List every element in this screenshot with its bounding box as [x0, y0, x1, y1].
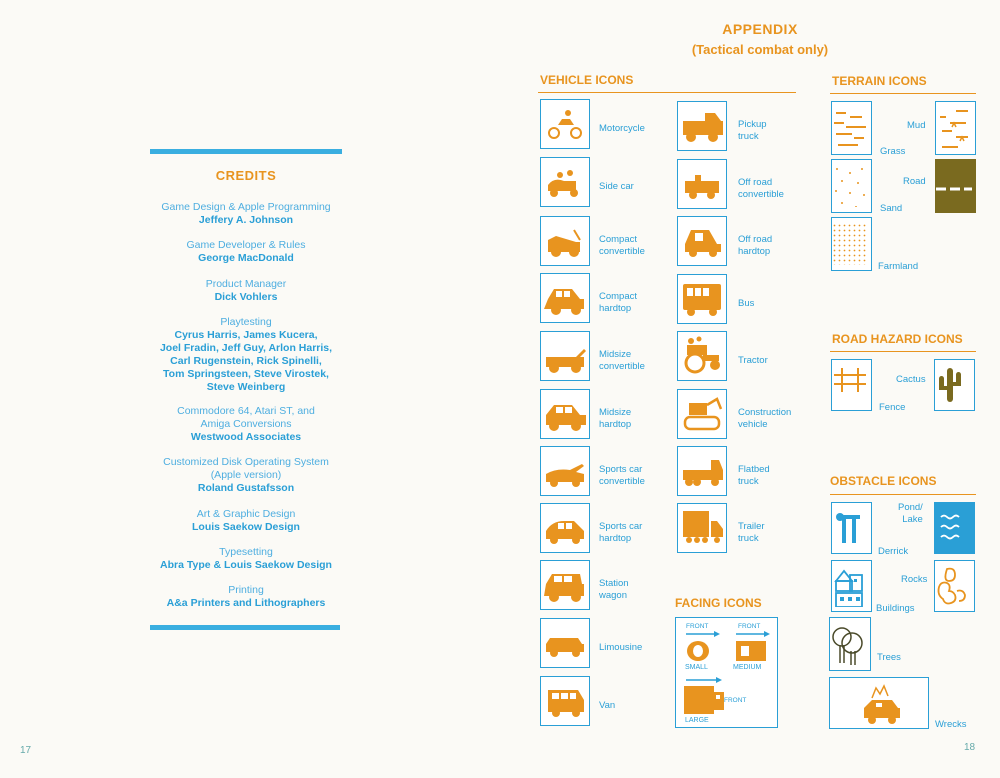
pickup-vehicle-icon	[677, 101, 727, 151]
vehicle-label: Trailer truck	[738, 521, 765, 544]
cactus-hazard-icon	[934, 359, 975, 411]
vehicle-label: Sports car convertible	[599, 464, 645, 487]
bus-icon	[681, 278, 723, 320]
motorcycle-icon	[544, 103, 586, 145]
rocks-obstacle-icon	[934, 560, 975, 612]
credit-entry	[130, 508, 362, 534]
pond-lake-obstacle-icon	[934, 502, 975, 554]
credit-role: Commodore 64, Atari ST, and Amiga Conversions	[177, 405, 315, 430]
trees-label: Trees	[877, 652, 901, 663]
offroad-hard-vehicle-icon	[677, 216, 727, 266]
compact-conv-vehicle-icon	[540, 216, 590, 266]
tractor-vehicle-icon	[677, 331, 727, 381]
grass-label: Grass	[880, 146, 906, 157]
small-facing-icon	[686, 640, 710, 662]
terrain-icons-heading: TERRAIN ICONS	[832, 74, 927, 88]
wagon-vehicle-icon	[540, 560, 590, 610]
credit-entry	[130, 201, 362, 227]
sand-terrain-icon	[831, 159, 872, 213]
wagon-icon	[544, 564, 586, 606]
pickup-icon	[681, 105, 723, 147]
pond-label: Pond/ Lake	[898, 502, 923, 525]
credit-role: Playtesting	[220, 316, 272, 328]
limo-vehicle-icon	[540, 618, 590, 668]
credit-entry	[130, 405, 362, 444]
sidecar-vehicle-icon	[540, 157, 590, 207]
credit-entry	[130, 584, 362, 610]
credits-top-bar	[150, 149, 342, 154]
road-hazard-rule	[830, 351, 976, 352]
trailer-vehicle-icon	[677, 503, 727, 553]
credit-names: George MacDonald	[198, 252, 294, 264]
bus-vehicle-icon	[677, 274, 727, 324]
facing-front-label-3: FRONT	[724, 697, 747, 704]
credit-role: Printing	[228, 584, 264, 596]
vehicle-label: Limousine	[599, 642, 643, 653]
sports-hard-vehicle-icon	[540, 503, 590, 553]
wrecks-label: Wrecks	[935, 719, 967, 730]
vehicle-label: Bus	[738, 298, 755, 309]
construction-icon	[681, 393, 723, 435]
sports-conv-vehicle-icon	[540, 446, 590, 496]
vehicle-label: Van	[599, 700, 616, 711]
obstacle-icons-heading: OBSTACLE ICONS	[830, 474, 937, 488]
credit-entry	[130, 316, 362, 394]
trees-obstacle-icon	[829, 617, 871, 671]
van-icon	[544, 680, 586, 722]
wrecks-obstacle-icon	[829, 677, 929, 729]
vehicle-label: Sports car hardtop	[599, 521, 643, 544]
road-label: Road	[903, 176, 926, 187]
credit-role: Game Design & Apple Programming	[161, 201, 331, 213]
page-number-right: 18	[964, 742, 976, 753]
trailer-icon	[681, 507, 723, 549]
tractor-icon	[681, 335, 723, 377]
page-number-left: 17	[20, 745, 32, 756]
medium-facing-icon	[736, 640, 766, 662]
vehicle-label: Compact convertible	[599, 234, 645, 257]
sidecar-icon	[544, 161, 586, 203]
obstacle-icons-rule	[830, 494, 976, 495]
vehicle-label: Tractor	[738, 355, 768, 366]
facing-front-label-2: FRONT	[738, 623, 761, 630]
buildings-obstacle-icon	[831, 560, 872, 612]
credit-entry	[130, 239, 362, 265]
vehicle-label: Station wagon	[599, 578, 629, 601]
vehicle-icons-rule	[538, 92, 796, 93]
road-terrain-icon	[935, 159, 976, 213]
vehicle-label: Midsize hardtop	[599, 407, 632, 430]
road-hazard-icons-heading: ROAD HAZARD ICONS	[832, 332, 963, 346]
credit-entry	[130, 278, 362, 304]
vehicle-label: Pickup truck	[738, 119, 767, 142]
sports-conv-icon	[544, 450, 586, 492]
credit-role: Customized Disk Operating System (Apple version)	[163, 456, 329, 481]
derrick-obstacle-icon	[831, 502, 872, 554]
offroad-conv-vehicle-icon	[677, 159, 727, 209]
facing-front-label-1: FRONT	[686, 623, 709, 630]
compact-conv-icon	[544, 220, 586, 262]
flatbed-vehicle-icon	[677, 446, 727, 496]
compact-hard-vehicle-icon	[540, 273, 590, 323]
buildings-label: Buildings	[876, 603, 915, 614]
credit-role: Game Developer & Rules	[186, 239, 306, 251]
facing-arrows-icon	[684, 630, 776, 638]
grass-terrain-icon	[831, 101, 872, 155]
vehicle-label: Motorcycle	[599, 123, 645, 134]
offroad-conv-icon	[681, 163, 723, 205]
appendix-title: APPENDIX	[722, 21, 798, 37]
rocks-label: Rocks	[901, 574, 928, 585]
van-vehicle-icon	[540, 676, 590, 726]
facing-icons-panel	[675, 617, 778, 728]
midsize-hard-vehicle-icon	[540, 389, 590, 439]
sports-hard-icon	[544, 507, 586, 549]
vehicle-label: Flatbed truck	[738, 464, 770, 487]
derrick-label: Derrick	[878, 546, 909, 557]
farmland-label: Farmland	[878, 261, 919, 272]
credit-role: Art & Graphic Design	[196, 508, 296, 520]
credit-role: Product Manager	[205, 278, 287, 290]
credit-names: Dick Vohlers	[214, 291, 278, 303]
midsize-conv-icon	[544, 335, 586, 377]
vehicle-label: Midsize convertible	[599, 349, 645, 372]
credit-names: A&a Printers and Lithographers	[166, 597, 326, 609]
credit-names: Louis Saekow Design	[192, 521, 300, 533]
vehicle-icons-heading: VEHICLE ICONS	[540, 73, 634, 87]
sand-label: Sand	[880, 203, 903, 214]
compact-hard-icon	[544, 277, 586, 319]
mud-terrain-icon	[935, 101, 976, 155]
large-facing-icon	[684, 686, 726, 716]
credits-bottom-bar	[150, 625, 340, 630]
credit-role: Typesetting	[219, 546, 273, 558]
appendix-subtitle: (Tactical combat only)	[691, 42, 829, 57]
fence-label: Fence	[879, 402, 906, 413]
credit-names: Cyrus Harris, James Kucera, Joel Fradin, Jeff Guy, Arlon Harris, Carl Rugenstein, Rick Spinelli, Tom Springsteen, Steve Virostek, Steve Weinberg	[159, 329, 333, 393]
fence-hazard-icon	[831, 359, 872, 411]
credit-names: Abra Type & Louis Saekow Design	[160, 559, 332, 571]
terrain-icons-rule	[830, 93, 976, 94]
facing-small-label: SMALL	[685, 664, 708, 671]
farmland-terrain-icon	[831, 217, 872, 271]
motorcycle-vehicle-icon	[540, 99, 590, 149]
cactus-label: Cactus	[896, 374, 926, 385]
facing-medium-label: MEDIUM	[733, 664, 762, 671]
limo-icon	[544, 622, 586, 664]
facing-arrow-large-icon	[684, 676, 724, 684]
vehicle-label: Side car	[599, 181, 634, 192]
mud-label: Mud	[907, 120, 926, 131]
credit-entry	[130, 456, 362, 495]
credits-title: CREDITS	[215, 168, 277, 183]
midsize-conv-vehicle-icon	[540, 331, 590, 381]
facing-large-label: LARGE	[685, 717, 709, 724]
vehicle-label: Construction vehicle	[738, 407, 792, 430]
credit-names: Westwood Associates	[190, 431, 302, 443]
midsize-hard-icon	[544, 393, 586, 435]
vehicle-label: Off road hardtop	[738, 234, 773, 257]
flatbed-icon	[681, 450, 723, 492]
credit-names: Jeffery A. Johnson	[198, 214, 294, 226]
facing-icons-heading: FACING ICONS	[675, 596, 762, 610]
credit-entry	[130, 546, 362, 572]
vehicle-label: Compact hardtop	[599, 291, 638, 314]
credit-names: Roland Gustafsson	[197, 482, 295, 494]
construction-vehicle-icon	[677, 389, 727, 439]
vehicle-label: Off road convertible	[738, 177, 784, 200]
offroad-hard-icon	[681, 220, 723, 262]
